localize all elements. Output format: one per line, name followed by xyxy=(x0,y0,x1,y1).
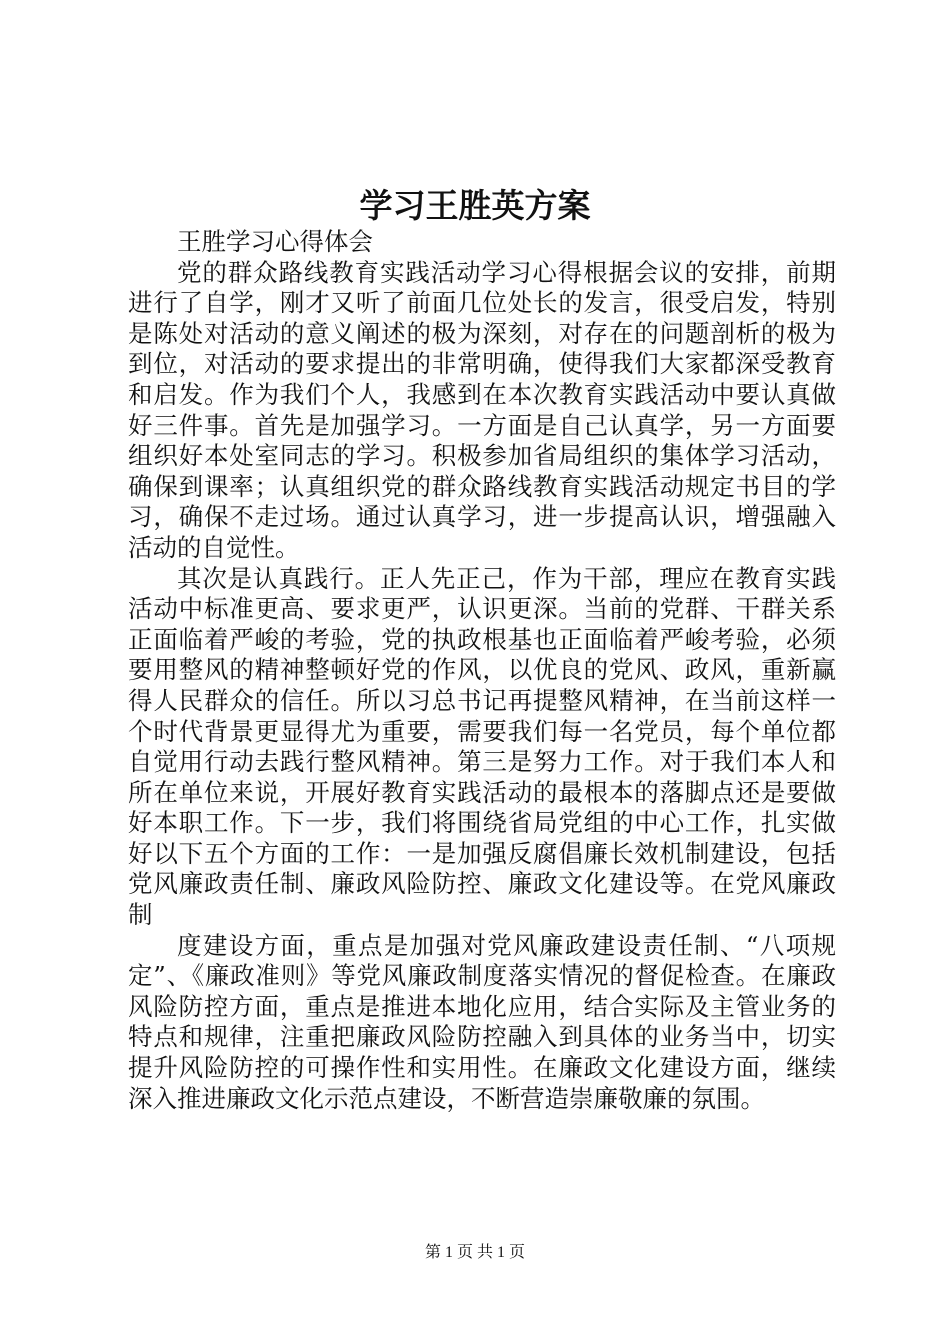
paragraph-heading: 王胜学习心得体会 xyxy=(177,227,373,256)
paragraph: 党的群众路线教育实践活动学习心得根据会议的安排，前期进行了自学，刚才又听了前面几位处长的发言，很受启发，特别是陈处对活动的意义阐述的极为深刻，对存在的问题剖析的极为到位，对活动的要求提出的非常明确，使得我们大家都深受教育和启发。作为我们个人，我感到在本次教育实践活动中要认真做好三件事。首先是加强学习。一方面是自己认真学，另一方面要组织好本处室同志的学习。积极参加省局组织的集体学习活动，确保到课率；认真组织党的群众路线教育实践活动规定书目的学习，确保不走过场。通过认真学习，进一步提高认识，增强融入活动的自觉性。 xyxy=(128,257,836,562)
document-body xyxy=(128,227,836,1114)
page-footer: 第 1 页 共 1 页 xyxy=(424,1244,525,1261)
paragraph: 其次是认真践行。正人先正己，作为干部，理应在教育实践活动中标准更高、要求更严，认识更深。当前的党群、干群关系正面临着严峻的考验，党的执政根基也正面临着严峻考验，必须要用整风的精神整顿好党的作风，以优良的党风、政风，重新赢得人民群众的信任。所以习总书记再提整风精神，在当前这样一个时代背景更显得尤为重要，需要我们每一名党员，每个单位都自觉用行动去践行整风精神。第三是努力工作。对于我们本人和所在单位来说，开展好教育实践活动的最根本的落脚点还是要做好本职工作。下一步，我们将围绕省局党组的中心工作，扎实做好以下五个方面的工作：一是加强反腐倡廉长效机制建设，包括党风廉政责任制、廉政风险防控、廉政文化建设等。在党风廉政制 xyxy=(128,563,836,930)
paragraph: 度建设方面，重点是加强对党风廉政建设责任制、“八项规定”、《廉政准则》等党风廉政制度落实情况的督促检查。在廉政风险防控方面，重点是推进本地化应用，结合实际及主管业务的特点和规律，注重把廉政风险防控融入到具体的业务当中，切实提升风险防控的可操作性和实用性。在廉政文化建设方面，继续深入推进廉政文化示范点建设，不断营造崇廉敬廉的氛围。 xyxy=(128,930,836,1113)
page-title: 学习王胜英方案 xyxy=(359,186,591,225)
